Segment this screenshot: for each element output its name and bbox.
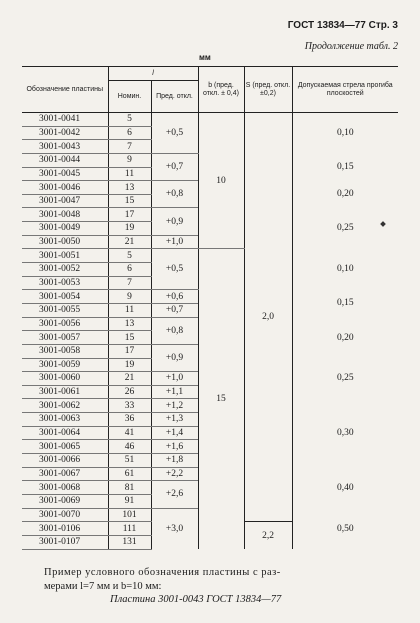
nominal-cell: 7 bbox=[108, 140, 151, 154]
designation-cell: 3001-0107 bbox=[22, 535, 108, 549]
flatness-cell: 0,15 bbox=[336, 162, 354, 173]
flatness-cell: 0,15 bbox=[336, 298, 354, 309]
nominal-cell: 13 bbox=[108, 181, 151, 195]
nominal-cell: 15 bbox=[108, 331, 151, 345]
nominal-cell: 7 bbox=[108, 276, 151, 290]
nominal-cell: 17 bbox=[108, 344, 151, 358]
nominal-cell: 41 bbox=[108, 426, 151, 440]
col-header-l: l bbox=[108, 67, 198, 81]
nominal-cell: 6 bbox=[108, 263, 151, 277]
designation-cell: 3001-0043 bbox=[22, 140, 108, 154]
nominal-cell: 6 bbox=[108, 126, 151, 140]
nominal-cell: 15 bbox=[108, 194, 151, 208]
col-header-s: S (пред. откл. ±0,2) bbox=[244, 67, 292, 113]
flatness-cell: 0,25 bbox=[336, 373, 354, 384]
tolerance-cell: +1,0 bbox=[151, 235, 198, 249]
nominal-cell: 19 bbox=[108, 222, 151, 236]
nominal-cell: 36 bbox=[108, 413, 151, 427]
designation-cell: 3001-0055 bbox=[22, 303, 108, 317]
tolerance-cell: +0,5 bbox=[151, 249, 198, 290]
tolerance-cell: +2,2 bbox=[151, 467, 198, 481]
flatness-cell: 0,10 bbox=[336, 128, 354, 139]
s-cell: 2,0 bbox=[244, 113, 292, 522]
designation-cell: 3001-0051 bbox=[22, 249, 108, 263]
designation-cell: 3001-0046 bbox=[22, 181, 108, 195]
designation-cell: 3001-0050 bbox=[22, 235, 108, 249]
page-header: ГОСТ 13834—77 Стр. 3 bbox=[287, 20, 398, 31]
tolerance-cell: +1,4 bbox=[151, 426, 198, 440]
designation-cell: 3001-0062 bbox=[22, 399, 108, 413]
flatness-cell: 0,20 bbox=[336, 332, 354, 343]
designation-cell: 3001-0048 bbox=[22, 208, 108, 222]
tolerance-cell: +0,9 bbox=[151, 344, 198, 371]
col-header-b: b (пред. откл. ± 0,4) bbox=[198, 67, 244, 113]
s-cell: 2,2 bbox=[244, 522, 292, 549]
designation-cell: 3001-0066 bbox=[22, 454, 108, 468]
designation-cell: 3001-0060 bbox=[22, 372, 108, 386]
nominal-cell: 33 bbox=[108, 399, 151, 413]
tolerance-cell: +2,6 bbox=[151, 481, 198, 508]
tolerance-cell: +1,0 bbox=[151, 372, 198, 386]
designation-cell: 3001-0041 bbox=[22, 113, 108, 127]
b-cell: 15 bbox=[198, 249, 244, 549]
designation-cell: 3001-0106 bbox=[22, 522, 108, 536]
designation-cell: 3001-0064 bbox=[22, 426, 108, 440]
nominal-cell: 91 bbox=[108, 494, 151, 508]
designation-cell: 3001-0044 bbox=[22, 153, 108, 167]
tolerance-cell: +1,8 bbox=[151, 454, 198, 468]
nominal-cell: 101 bbox=[108, 508, 151, 522]
tolerance-cell: +3,0 bbox=[165, 523, 184, 534]
example-designation: Пластина 3001-0043 ГОСТ 13834—77 bbox=[110, 594, 282, 605]
tolerance-cell: +1,2 bbox=[151, 399, 198, 413]
flatness-cell: 0,50 bbox=[336, 523, 354, 534]
designation-cell: 3001-0056 bbox=[22, 317, 108, 331]
nominal-cell: 21 bbox=[108, 372, 151, 386]
designation-cell: 3001-0069 bbox=[22, 494, 108, 508]
nominal-cell: 11 bbox=[108, 167, 151, 181]
flatness-cell: 0,10 bbox=[336, 264, 354, 275]
nominal-cell: 81 bbox=[108, 481, 151, 495]
col-header-flatness: Допускаемая стрела прогиба плоскостей bbox=[297, 81, 393, 97]
nominal-cell: 19 bbox=[108, 358, 151, 372]
col-header-l-deviation: Пред. откл. bbox=[156, 92, 193, 100]
nominal-cell: 9 bbox=[108, 290, 151, 304]
tolerance-cell: +0,8 bbox=[151, 317, 198, 344]
example-text-line1: Пример условного обозначения пластины с раз- bbox=[44, 567, 281, 578]
nominal-cell: 5 bbox=[108, 113, 151, 127]
nominal-cell: 21 bbox=[108, 235, 151, 249]
designation-cell: 3001-0049 bbox=[22, 222, 108, 236]
tolerance-cell: +1,6 bbox=[151, 440, 198, 454]
nominal-cell: 46 bbox=[108, 440, 151, 454]
flatness-cell: 0,40 bbox=[336, 482, 354, 493]
col-header-designation: Обозначение пластины bbox=[22, 67, 108, 113]
designation-cell: 3001-0052 bbox=[22, 263, 108, 277]
nominal-cell: 5 bbox=[108, 249, 151, 263]
nominal-cell: 11 bbox=[108, 303, 151, 317]
designation-cell: 3001-0057 bbox=[22, 331, 108, 345]
flatness-cell: 0,30 bbox=[336, 428, 354, 439]
col-header-l-nominal: Номин. bbox=[108, 81, 151, 113]
example-text-line2: мерами l=7 мм и b=10 мм: bbox=[44, 581, 162, 592]
flatness-cell: 0,25 bbox=[336, 223, 354, 234]
designation-cell: 3001-0067 bbox=[22, 467, 108, 481]
nominal-cell: 131 bbox=[108, 535, 151, 549]
nominal-cell: 26 bbox=[108, 385, 151, 399]
nominal-cell: 9 bbox=[108, 153, 151, 167]
table-continuation-label: Продолжение табл. 2 bbox=[304, 41, 398, 52]
units-label: мм bbox=[199, 53, 211, 62]
tolerance-cell: +0,7 bbox=[151, 303, 198, 317]
tolerance-cell: +1,3 bbox=[151, 413, 198, 427]
flatness-cell: 0,20 bbox=[336, 189, 354, 200]
designation-cell: 3001-0068 bbox=[22, 481, 108, 495]
designation-cell: 3001-0053 bbox=[22, 276, 108, 290]
tolerance-cell: +0,9 bbox=[151, 208, 198, 235]
designation-cell: 3001-0045 bbox=[22, 167, 108, 181]
designation-cell: 3001-0047 bbox=[22, 194, 108, 208]
tolerance-cell: +0,5 bbox=[151, 113, 198, 154]
table-body bbox=[22, 113, 398, 550]
nominal-cell: 17 bbox=[108, 208, 151, 222]
nominal-cell: 111 bbox=[108, 522, 151, 536]
tolerance-cell: +1,1 bbox=[151, 385, 198, 399]
tolerance-cell: +0,6 bbox=[151, 290, 198, 304]
tolerance-cell: +0,7 bbox=[151, 153, 198, 180]
designation-cell: 3001-0058 bbox=[22, 344, 108, 358]
designation-cell: 3001-0061 bbox=[22, 385, 108, 399]
designation-cell: 3001-0042 bbox=[22, 126, 108, 140]
plate-dimensions-table bbox=[22, 66, 398, 550]
designation-cell: 3001-0059 bbox=[22, 358, 108, 372]
designation-cell: 3001-0054 bbox=[22, 290, 108, 304]
nominal-cell: 61 bbox=[108, 467, 151, 481]
nominal-cell: 51 bbox=[108, 454, 151, 468]
b-cell: 10 bbox=[198, 113, 244, 249]
tolerance-cell: +0,8 bbox=[151, 181, 198, 208]
designation-cell: 3001-0065 bbox=[22, 440, 108, 454]
designation-cell: 3001-0070 bbox=[22, 508, 108, 522]
designation-cell: 3001-0063 bbox=[22, 413, 108, 427]
nominal-cell: 13 bbox=[108, 317, 151, 331]
